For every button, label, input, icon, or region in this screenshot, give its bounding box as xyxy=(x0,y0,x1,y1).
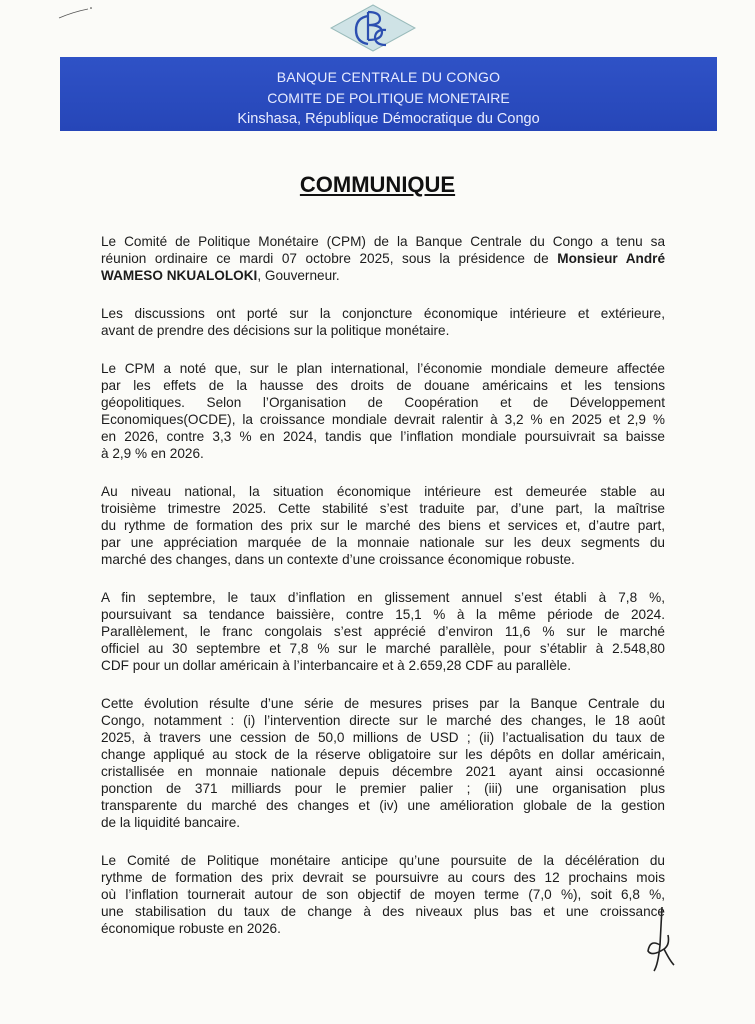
text-line: avant de prendre des décisions sur la politique monétaire. xyxy=(101,323,450,338)
paragraph xyxy=(101,360,665,462)
text-line: A fin septembre, le taux d’inflation en glissement annuel s’est établi à 7,8 %, xyxy=(101,590,665,605)
text-line: Cette évolution résulte d’une série de mesures prises par la Banque Centrale du xyxy=(101,696,665,711)
text-line: officiel au 30 septembre et 7,8 % sur le marché parallèle, pour s’établir à 2.548,80 xyxy=(101,641,665,656)
text-line: troisième trimestre 2025. Cette stabilité s’est traduite par, d’une part, la maîtrise xyxy=(101,501,665,516)
governor-name: Monsieur André xyxy=(557,251,665,266)
text-line: Le Comité de Politique Monétaire (CPM) de la Banque Centrale du Congo a tenu sa xyxy=(101,234,665,249)
governor-name: WAMESO NKUALOLOKI xyxy=(101,268,258,283)
text-line: 2025, à travers une cession de 50,0 millions de USD ; (ii) l’actualisation du taux de xyxy=(101,730,665,745)
text-line: par une appréciation marquée de la monnaie nationale sur les deux segments du xyxy=(101,535,665,550)
paragraph xyxy=(101,589,665,674)
paragraph xyxy=(101,305,665,339)
header-band xyxy=(60,57,717,131)
text-line: marché des changes, dans un contexte d’une croissance économique robuste. xyxy=(101,552,575,567)
location: Kinshasa, République Démocratique du Congo xyxy=(237,111,540,127)
text-line: à 2,9 % en 2026. xyxy=(101,446,204,461)
paragraph xyxy=(101,695,665,831)
bcc-logo xyxy=(330,4,416,52)
communique-body xyxy=(101,233,665,958)
text-line: Les discussions ont porté sur la conjoncture économique intérieure et extérieure, xyxy=(101,306,665,321)
text-line: de la liquidité bancaire. xyxy=(101,815,241,830)
text-line: rythme de formation des prix devrait se poursuivre au cours des 12 prochains mois xyxy=(101,870,665,885)
institution-name: BANQUE CENTRALE DU CONGO xyxy=(276,69,501,85)
text-line: une stabilisation du taux de change à des niveaux plus bas et une croissance xyxy=(101,904,665,919)
signature xyxy=(640,905,680,975)
paragraph xyxy=(101,852,665,937)
paragraph xyxy=(101,233,665,284)
text-line: cristallisée en monnaie nationale depuis décembre 2021 ayant ainsi occasionné xyxy=(101,764,665,779)
page-title: COMMUNIQUE xyxy=(299,172,456,197)
text-line: où l’inflation tournerait autour de son objectif de moyen terme (7,0 %), soit 6,8 %, xyxy=(101,887,665,902)
scan-mark xyxy=(58,6,94,20)
text-line: ponction de 371 milliards pour le premier palier ; (iii) une organisation plus xyxy=(101,781,665,796)
text-line: Au niveau national, la situation économique intérieure est demeurée stable au xyxy=(101,484,665,499)
text-line: en 2026, contre 3,3 % en 2024, tandis que l’inflation mondiale poursuivrait sa baisse xyxy=(101,429,665,444)
text-line: Parallèlement, le franc congolais s’est apprécié d’environ 11,6 % sur le marché xyxy=(101,624,665,639)
text-line: poursuivant sa tendance baissière, contre 15,1 % à la même période de 2024. xyxy=(101,607,665,622)
text-line: du rythme de formation des prix sur le marché des biens et services et, d’autre part, xyxy=(101,518,665,533)
text-line: WAMESO NKUALOLOKI, Gouverneur. xyxy=(101,268,340,283)
text-line: Le Comité de Politique monétaire anticipe qu’une poursuite de la décélération du xyxy=(101,853,665,868)
text-line: par les effets de la hausse des droits de douane américains et les tensions xyxy=(101,378,665,393)
text-line: géopolitiques. Selon l’Organisation de Coopération et de Développement xyxy=(101,395,665,410)
paragraph xyxy=(101,483,665,568)
text-line: économique robuste en 2026. xyxy=(101,921,281,936)
text-line: transparente du marché des changes et (iv) une amélioration globale de la gestion xyxy=(101,798,665,813)
text-line: Economiques(OCDE), la croissance mondiale devrait ralentir à 3,2 % en 2025 et 2,9 % xyxy=(101,412,665,427)
text-line: CDF pour un dollar américain à l’interbancaire et à 2.659,28 CDF au parallèle. xyxy=(101,658,571,673)
committee-name: COMITE DE POLITIQUE MONETAIRE xyxy=(267,90,510,106)
text-line: Le CPM a noté que, sur le plan international, l’économie mondiale demeure affectée xyxy=(101,361,665,376)
text-line: réunion ordinaire ce mardi 07 octobre 2025, sous la présidence de Monsieur André xyxy=(101,251,665,266)
text-line: change appliqué au stock de la réserve obligatoire sur les dépôts en dollar américain, xyxy=(101,747,665,762)
text-line: Congo, notamment : (i) l’intervention directe sur le marché des changes, le 18 août xyxy=(101,713,665,728)
